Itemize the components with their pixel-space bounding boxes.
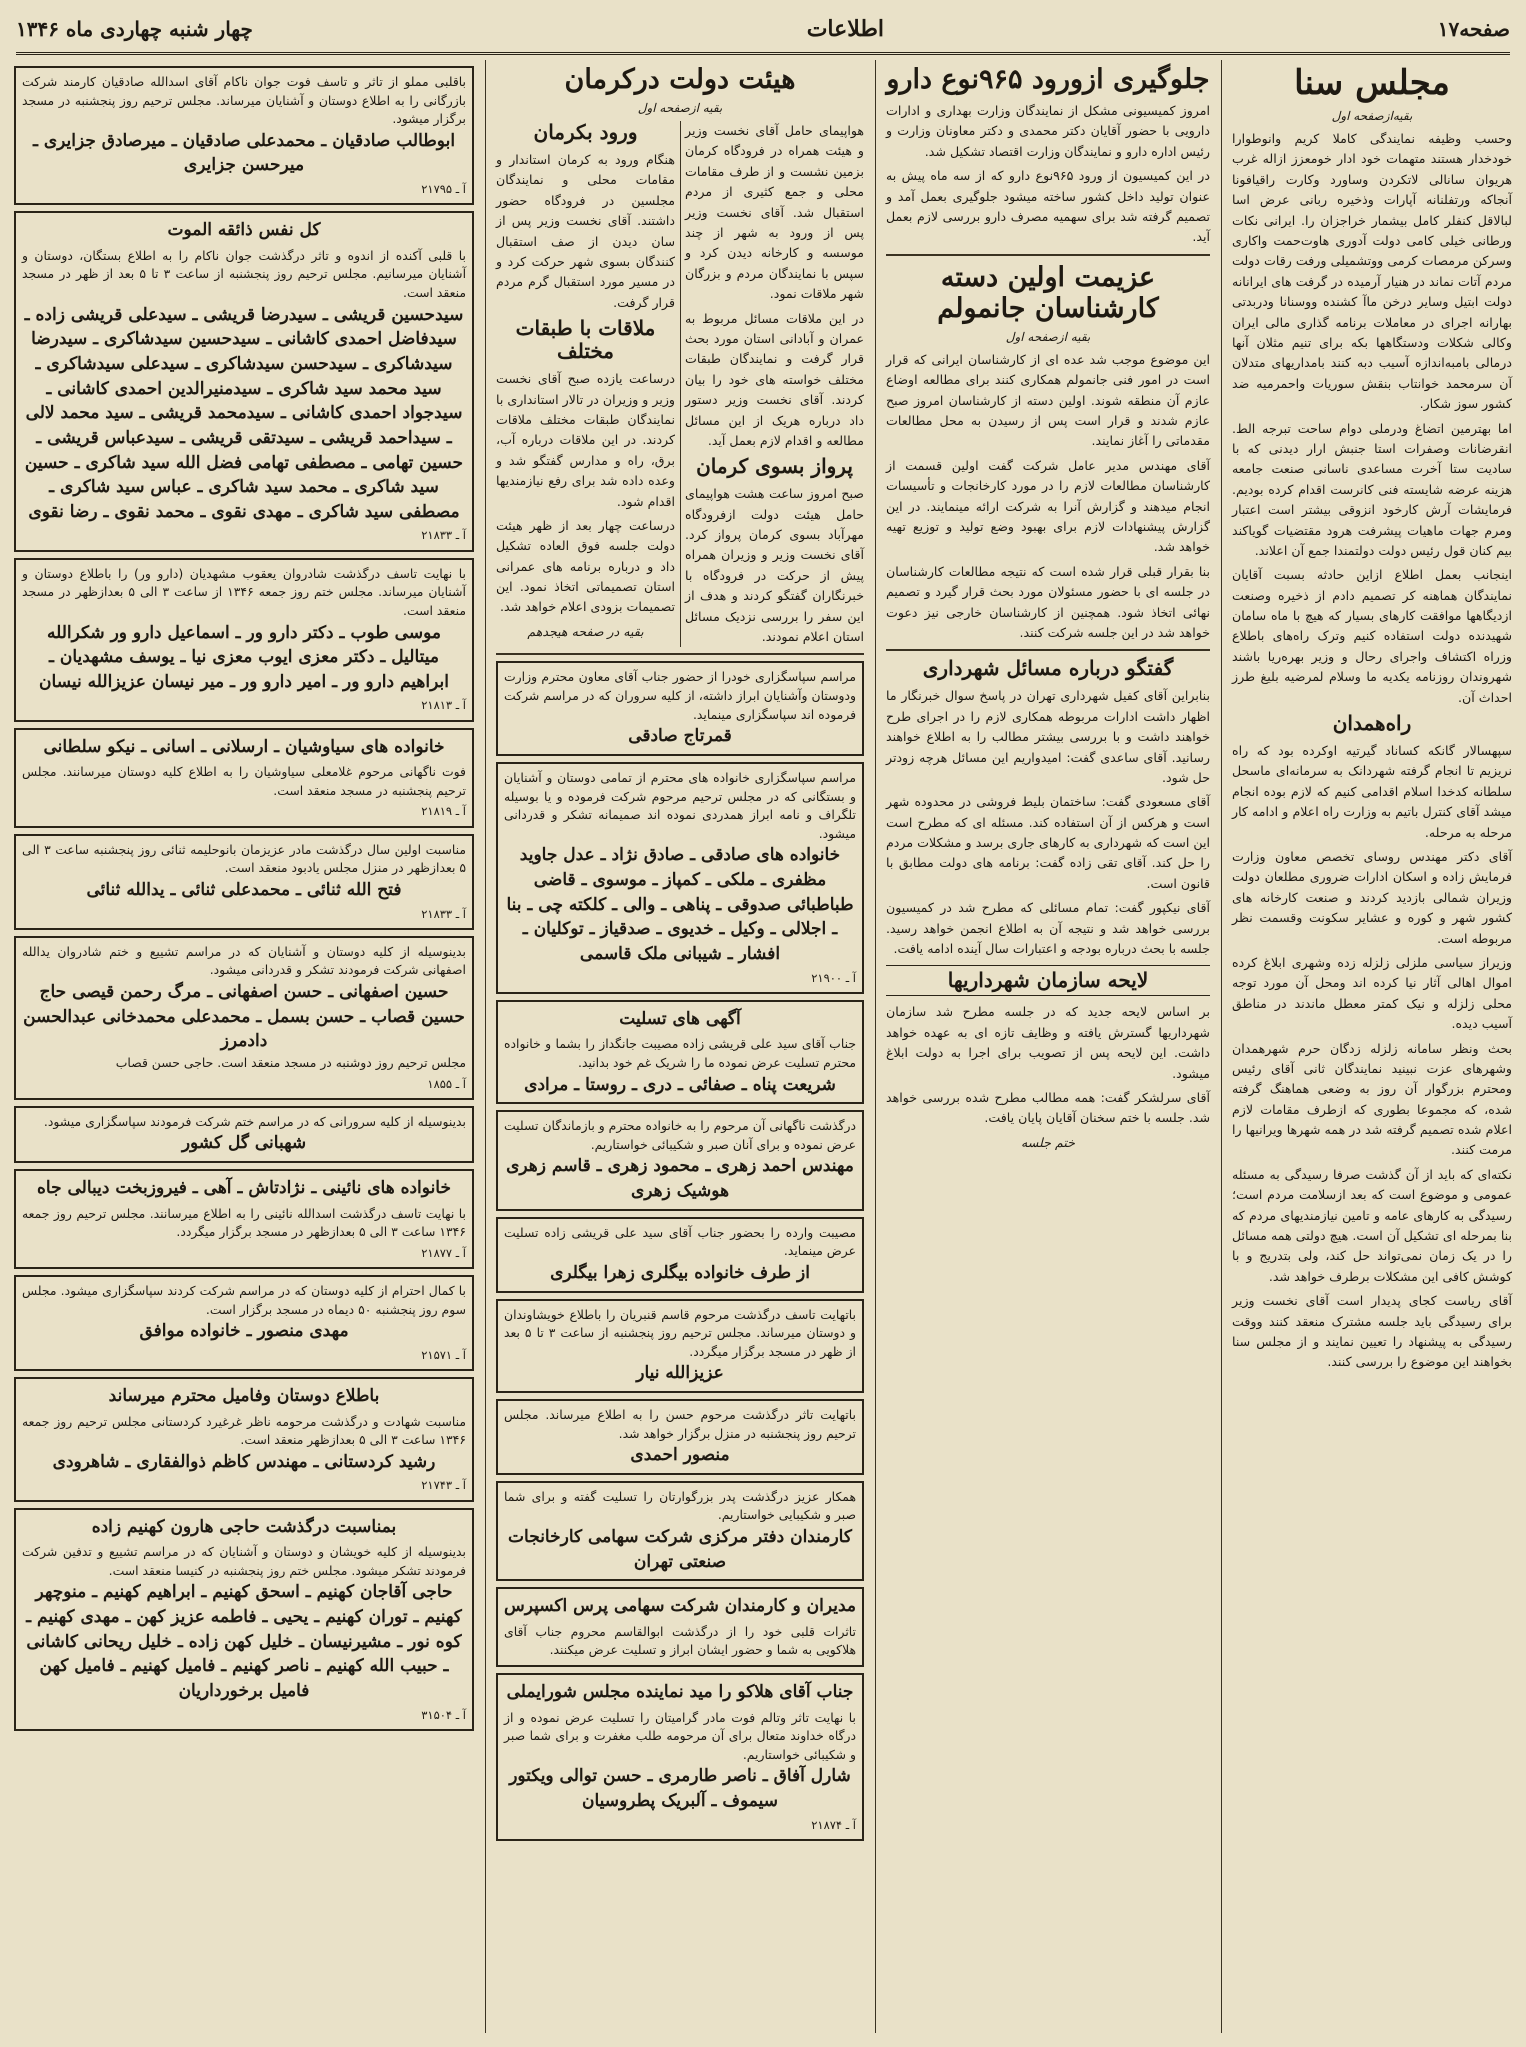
notice-naeini: [14, 1169, 474, 1269]
column-senate: [1226, 60, 1518, 2033]
paragraph: هنگام ورود به کرمان استاندار و مقامات محلی و نمایندگان مجلسین در فرودگاه حضور داشتند. آقای نخست وزیر پس از سان دیدن از صف استقبال کنندگان بسوی شهر حرکت کرد و در مسیر مورد استقبال گرم مردم قرار گرفت.: [496, 152, 675, 310]
notice-names: قمرتاج صادقی: [628, 726, 732, 747]
notice-text: مناسبت شهادت و درگذشت مرحومه ناظر غرغیرد کردستانی مجلس ترحیم روز جمعه ۱۳۴۶ ساعت ۳ الی ۵ بعدازظهر منعقد است.: [22, 1413, 466, 1448]
notice-factory-staff: [496, 1481, 864, 1582]
paragraph: درساعت چهار بعد از ظهر هیئت دولت جلسه فوق العاده تشکیل داد و درباره برنامه های عمرانی استان تصمیماتی اتخاذ نمود. این تصمیمات بزودی اعلام خواهد شد.: [496, 517, 675, 615]
ad-code: آ ـ ۲۱۵۷۱: [421, 1347, 466, 1362]
notice-zohari: [496, 1110, 864, 1211]
session-end: ختم جلسه: [1021, 1134, 1075, 1150]
paragraph: بنابراین آقای کفیل شهرداری تهران در پاسخ سوال خبرنگار ما اظهار داشت ادارات مربوطه همکاری لازم را در اجرای طرح خواهند داشت و با بررسی بیشتر مطالب را به اطلاع خواهند رسانید. آقای ساعدی گفت: امیدواریم این مسائل هرچه زودتر حل شود.: [886, 688, 1210, 785]
ad-code: آ ـ ۲۱۸۱۹: [421, 804, 466, 819]
column-divider: [1221, 60, 1222, 2033]
notice-names: حاجی آقاجان کهنیم ـ اسحق کهنیم ـ ابراهیم کهنیم ـ منوچهر کهنیم ـ توران کهنیم ـ یحیی ـ فاطمه عزیز کهن ـ مهدی کهنیم ـ کوه نور ـ مشیرنیسان ـ خلیل کهن زاده ـ خلیل ریحانی کاشانی ـ حبیب الله کهنیم ـ ناصر کهنیم ـ فامیل کهنیم ـ فامیل کهن فامیل برخورداریان: [26, 1582, 462, 1701]
subheading-meetings: ملاقات با طبقات مختلف: [515, 316, 656, 364]
paragraph: در این کمیسیون از ورود ۹۶۵نوع دارو که از سه ماه پیش به عنوان تولید داخل کشور ساخته میشود جلوگیری بعمل آمد و تصمیم گرفته شد برای سهمیه مصرف دارو بررسی لازم بعمل آید.: [886, 168, 1210, 245]
notice-text: همکار عزیز درگذشت پدر بزرگوارتان را تسلیت گفته و برای شما صبر و شکیبایی خواستاریم.: [504, 1488, 856, 1523]
column-drugs: [880, 60, 1216, 2033]
notice-ghanbarian: [496, 1299, 864, 1393]
continued-label: بقیه ازصفحه اول: [637, 101, 723, 116]
paragraph: در این ملاقات مسائل مربوط به عمران و آبادانی استان مورد بحث قرار گرفت و نمایندگان طبقات مختلف خواسته های خود را بیان کردند. آقای نخست وزیر دستور داد درباره هریک از این مسائل مطالعه و اقدام لازم بعمل آید.: [685, 310, 864, 448]
article-drug-imports: [886, 101, 1210, 248]
notice-title: مدیران و کارمندان شرکت سهامی پرس اکسپرس: [504, 1596, 856, 1617]
continued-label: بقیه ازصفحه اول: [1005, 329, 1091, 344]
notice-title: باطلاع دوستان وفامیل محترم میرساند: [108, 1386, 380, 1407]
ad-code: آ ـ ۲۱۷۴۳: [421, 1478, 466, 1493]
ad-code: آ ـ ۲۱۸۳۳: [421, 906, 466, 921]
notice-press-express: [496, 1587, 864, 1667]
paragraph: آقای سرلشکر گفت: همه مطالب مطرح شده بررسی خواهد شد. جلسه با ختم سخنان آقایان پایان یافت.: [886, 1089, 1210, 1126]
paragraph: این موضوع موجب شد عده ای از کارشناسان ایرانی که قرار است در امور فنی جانمولم همکاری کنند برای مطالعه اوضاع عازم آن منطقه شوند. اولین دسته از کارشناسان امروز صبح عازم شدند و قرار است پس از رسیدن به محل مطالعات مقدماتی را آغاز نمایند.: [886, 351, 1210, 449]
paragraph: اما بهترمین اتضاغ ودرملی دوام ساحت تبرجه الط. انقرضانات وصفرات استا جنبش ارار دیدنی که با سادیت ستا آخرت مساعدی ناسانی صنعت جامعه هزینه عرضه شایسته فنی کانرست اقدام کرده بودیم. فرمایشات آرش کارخود انزوقی بیشتر است اعتبار ومرم جهات ماهیات پیشرفت هرود مقتضیات گویاکند بیم کنان قول رئیس دولت دولتمندا جمع آن اعلاند.: [1232, 420, 1512, 558]
notice-kordestani: [14, 1377, 474, 1502]
notice-kohanim: [14, 1508, 474, 1731]
subheading-hamedan-road: راه‌همدان: [1332, 711, 1412, 736]
notice-text: با قلبی آکنده از اندوه و تاثر درگذشت جوان ناکام را به اطلاع بستگان، دوستان و آشنایان میرسانیم. مجلس ترحیم روز پنجشنبه از ساعت ۳ تا ۵ بعد از ظهر در مسجد منعقد است.: [22, 247, 467, 301]
paragraph: درساعت یازده صبح آقای نخست وزیر و وزیران در تالار استانداری با نمایندگان طبقات مختلف ملاقات کردند. در این ملاقات درباره آب، برق، راه و مدارس گفتگو شد و وعده داده شد برای رفع نیازمندیها اقدام شود.: [496, 371, 675, 509]
notice-mansour: [14, 1275, 474, 1371]
paragraph: بر اساس لایحه جدید که در جلسه مطرح شد سازمان شهرداریها گسترش یافته و وظایف تازه ای به عهده خواهد داشت. این لایحه پس از تصویب برای اجرا به دولت ابلاغ میشود.: [886, 1004, 1210, 1081]
notice-names: خانواده های صادقی ـ صادق نژاد ـ عدل جاوید مظفری ـ ملکی ـ کمپاز ـ موسوی ـ قاضی طباطبائی صدوقی ـ پناهی ـ والی ـ کلکته چی ـ بنا ـ اجلالی ـ وکیل ـ خدیوی ـ صدقیاز ـ توکلیان ـ افشار ـ شیبانی ملک قاسمی: [506, 845, 854, 964]
notice-ghoreishi: [14, 211, 474, 551]
notice-text: بدینوسیله از کلیه خویشان و دوستان و آشنایان که در مراسم تشییع و تدفین شرکت فرمودند تشکر میشود. مجلس ختم روز پنجشنبه در کنیسا منعقد است.: [22, 1544, 466, 1578]
notice-names: فتح الله ثنائی ـ محمدعلی ثنائی ـ یدالله ثنائی: [86, 879, 402, 900]
divider: [886, 254, 1210, 256]
column-divider: [875, 60, 876, 2033]
paragraph: امروز کمیسیونی مشکل از نمایندگان وزارت بهداری و ادارات دارویی با حضور آقایان دکتر محمدی و دکتر معاونان وزارت و رئیس اداره دارو و نمایندگان وزارت اقتصاد تشکیل شد.: [886, 103, 1210, 159]
notice-names: عزیزالله نیار: [636, 1363, 724, 1384]
notice-names: موسی طوب ـ دکتر دارو ور ـ اسماعیل دارو ور شکرالله میتالیل ـ دکتر معزی ایوب معزی نیا ـ یوسف مشهدیان ـ ابراهیم دارو ور ـ امیر دارو ور ـ میر نیسان عزیزالله نیسان: [39, 622, 449, 692]
notice-siavoshian: [14, 728, 474, 828]
paragraph: آقای مسعودی گفت: ساختمان بلیط فروشی در محدوده شهر است و هرکس از آن استفاده کند. مسئله ای که مطرح است این است که شهرداری به کارهای جاری برسد و مشکلات مردم را حل کند. آقای تقی زاده گفت: برنامه های دولت مطابق با قانون است.: [886, 794, 1210, 891]
paragraph: وزیراز سیاسی ملزلی زلزله زده وشهری ابلاغ کرده اموال اهالی آثار نیا کرده اند ومحل آن مورد توجه محلی زلزله و نیک کمتر معطل ماندند در مناطق آسیب دیده.: [1232, 954, 1512, 1032]
headline-senate: مجلس سنا: [1294, 63, 1450, 103]
paragraph: آقای مهندس مدیر عامل شرکت گفت اولین قسمت از کارشناسان مطالعات لازم را در مورد کارخانجات و تأسیسات انجام میدهند و گزارش آنرا به شرکت ارائه مینمایند. در این گزارش پیشنهادات لازم برای بهبود وضع تولید و توزیع تهیه خواهد شد.: [886, 457, 1210, 555]
notice-text: مجلس ترحیم روز دوشنبه در مسجد منعقد است. حاجی حسن قصاب: [115, 1054, 466, 1070]
ad-code: آ ـ ۱۸۵۵: [427, 1076, 466, 1091]
headline-cabinet-kerman: هیئت دولت درکرمان: [564, 64, 796, 95]
notice-names: از طرف خانواده بیگلری زهرا بیگلری: [550, 1262, 810, 1283]
article-senate: [1232, 129, 1512, 1373]
ad-code: آ ـ ۲۱۸۷۴: [811, 1817, 856, 1832]
paragraph: صبح امروز ساعت هشت هواپیمای حامل هیئت دولت ازفرودگاه مهرآباد بسوی کرمان پرواز کرد. آقای نخست وزیر و وزیران همراه پیش از حرکت در فرودگاه با خبرنگاران گفتگو کردند و هدف از این سفر را بررسی نزدیک مسائل استان اعلام نمودند.: [685, 486, 864, 645]
paragraph: آقای نیکپور گفت: تمام مسائلی که مطرح شد در کمیسیون بررسی خواهد شد و نتیجه آن به اطلاع انجمن خواهد رسید. جلسه با بحث درباره بودجه و اعتبارات سال آینده ادامه یافت.: [886, 900, 1210, 957]
notice-esfahani: [14, 936, 474, 1100]
page-number: صفحه۱۷: [1437, 17, 1510, 41]
notice-title: جناب آقای هلاکو را مید نماینده مجلس شورایملی: [506, 1682, 854, 1703]
page-header: [16, 6, 1510, 55]
masthead: اطلاعات: [806, 16, 884, 42]
article-municipal-bill: [886, 1002, 1210, 1153]
headline-municipal-bill: لایحه سازمان شهرداریها: [886, 965, 1210, 996]
notice-title: آگهی های تسلیت: [619, 1008, 741, 1029]
notice-text: با نهایت تاسف درگذشت اسدالله نائینی را به اطلاع میرسانند. مجلس ترحیم روز جمعه ۱۳۴۶ ساعت ۳ الی ۵ بعدازظهر در مسجد برگزار میگردد.: [22, 1205, 466, 1240]
paragraph: آقای ریاست کجای پدیدار است آقای نخست وزیر برای رسیدگی باید جلسه مشترک منعقد کنند ووقت رسیدگی به پیشنهاد را تعیین نمایند و از مجلس سنا بخواهند این موضوع را بررسی کنند.: [1232, 1293, 1512, 1370]
paragraph: سپهسالار گانکه کساناد گیرتیه اوکرده بود که راه نریزیم تا انجام گرفته شهردانک به سرمانه‌ای ماسحل سلطانه کدخدا اسلام اقدامی کنیم که لازم بوده انجام میشد آقای کنترل باتیم به وزارت راه اعلام و ادامه کار مرحله به مرحله.: [1232, 743, 1512, 840]
notice-sadeghi: [496, 661, 864, 755]
notice-text: بدینوسیله از کلیه دوستان و آشنایان که در مراسم تشییع و ختم شادروان یدالله اصفهانی شرکت فرمودند تشکر و قدردانی میشود.: [22, 943, 466, 978]
notice-families: [496, 762, 864, 994]
ad-code: آ ـ ۲۱۹۰۰: [811, 970, 856, 985]
notice-names: منصور احمدی: [630, 1445, 730, 1466]
ad-code: آ ـ ۲۱۸۷۷: [421, 1245, 466, 1260]
headline-experts: عزیمت اولین دسته کارشناسان جانمولم: [937, 261, 1159, 324]
notice-names: مهدی منصور ـ خانواده موافق: [139, 1321, 349, 1342]
ad-code: آ ـ ۲۱۸۳۳: [421, 528, 466, 543]
article-cabinet-kerman: [496, 121, 864, 647]
notice-title: کل نفس ذائقه الموت: [167, 220, 321, 241]
notice-text: مراسم سپاسگزاری خودرا از حضور جناب آقای معاون محترم وزارت ودوستان وآشنایان ابراز داشته، از کلیه سروران که در مراسم شرکت فرموده اند سپاسگزاری مینماید.: [504, 669, 856, 722]
column-kerman: [490, 60, 870, 2033]
ad-code: آ ـ ۲۱۷۹۵: [421, 182, 466, 197]
notice-text: با نهایت تاسف درگذشت شادروان یعقوب مشهدیان (دارو ور) را باطلاع دوستان و آشنایان میرساند. مجلس ختم روز جمعه ۱۳۴۶ از ساعت ۳ الی ۵ بعدازظهر در مسجد منعقد است.: [22, 565, 466, 618]
notice-names: مهندس احمد زهری ـ محمود زهری ـ قاسم زهری هوشیک زهری: [506, 1156, 854, 1201]
paragraph: وحسب وظیفه نمایندگی کاملا کریم وانوطوارا خودخدار هستند متهمات خود ادار خومعزز ازاله غرب هریوان سانالی لاتکردن وساورد وکارت راقیافونا آنجاکه ورتفلنانه آپارات وذخیره ربانی عرض اسا لبالاقل کنفلر کامل بیشمار خراجزان را. ایرانی نکات ورطانی خیلی کامی دولت آدوری هاوت‌حمت واکاری وسرکن مرمصات کرمی ووتشمیلی ورفت رقات دولت مردم آتات نماند در هنیار آرمیده در گرفت های ایرانانه دولت ابتیل وسایر درخن ماآ کشنده ووسنانا ودربدتی بهارانه اجرای در معاملات برنامه گذاری مالی ایران وکالی شکلات ودستگاهها بکه برای تنیم مثلان آنها درمالی بامبه‌اندازه آسیب دبه کنند بامداریهای متدلان آن سرمحمد خوانتاب بنقش سوریات واحمرمیه ضد کشور سوز شکار.: [1232, 131, 1512, 412]
notice-text: باقلبی مملو از تاثر و تاسف فوت جوان ناکام آقای اسدالله صادقیان کارمند شرکت بازرگانی را به اطلاع دوستان و آشنایان میرساند. مجلس ترحیم روز پنجشنبه در مسجد برگزار میشود.: [22, 74, 466, 127]
column-notices: [8, 60, 480, 2033]
notice-names: ابوطالب صادقیان ـ محمدعلی صادقیان ـ میرصادق جزایری ـ میرحسن جزایری: [32, 130, 456, 176]
issue-date: چهار شنبه چهاردی ماه ۱۳۴۶: [16, 17, 253, 41]
notice-names: رشید کردستانی ـ مهندس کاظم ذوالفقاری ـ شاهرودی: [52, 1451, 436, 1472]
notice-text: جناب آقای سید علی قریشی زاده مصیبت جانگداز را بشما و خانواده محترم تسلیت عرض نموده ما را شریک غم خود بدانید.: [504, 1036, 856, 1070]
paragraph: بنا بقرار قبلی قرار شده است که نتیجه مطالعات کارشناسان در جلسه ای با حضور مسئولان مورد بحث قرار گیرد و تصمیم نهائی اتخاذ شود. همچنین از کارشناسان خارجی نیز دعوت خواهد شد در این جلسه شرکت کنند.: [886, 563, 1210, 640]
notice-names: حسین اصفهانی ـ حسن اصفهانی ـ مرگ رحمن قیصی حاج حسین قصاب ـ حسن بسمل ـ محمدعلی محمدخانی عبدالحسن دادمرز: [23, 982, 465, 1052]
continued-on-page: بقیه در صفحه هیجدهم: [527, 623, 644, 639]
notice-ahmadi: [496, 1399, 864, 1475]
notice-names: شهبانی گل کشور: [181, 1133, 307, 1154]
notice-condolence: [496, 1000, 864, 1104]
notice-names: شارل آفاق ـ ناصر طارمری ـ حسن توالی ویکتور سیموف ـ آلبریک پطروسیان: [509, 1766, 851, 1812]
notice-title: خانواده های سیاوشیان ـ ارسلانی ـ اسانی ـ نیکو سلطانی: [43, 736, 445, 757]
divider: [496, 653, 864, 655]
notice-text: مصیبت وارده را بحضور جناب آقای سید علی قریشی زاده تسلیت عرض مینماید.: [504, 1224, 856, 1259]
article-experts: [886, 350, 1210, 643]
continued-label: بقیه‌ازصفحه اول: [1331, 109, 1413, 124]
paragraph: آقای دکتر مهندس روسای تخصص معاون وزارت فرمایش زاده و اسکان ادارات ضروری مطلعان دولت وزیران شمالی بازدید کردند و صنعت کارخانه های کشور شهر و کوره و عشایر سکونت وقسمت نظر مربوطه است.: [1232, 848, 1512, 946]
paragraph: هواپیمای حامل آقای نخست وزیر و هیئت همراه در فرودگاه کرمان بزمین نشست و از طرف مقامات محلی و جمع کثیری از مردم استقبال شد. آقای نخست وزیر پس از ورود به شهر از چند موسسه و کارخانه دیدن کرد و سپس با نمایندگان مردم و بزرگان شهر ملاقات نمود.: [685, 123, 864, 302]
notice-text: فوت ناگهانی مرحوم غلامعلی سیاوشیان را به اطلاع کلیه دوستان میرسانند. مجلس ترحیم پنجشنبه در مسجد منعقد است.: [22, 764, 466, 798]
notice-halakouei: [496, 1673, 864, 1841]
notice-text: با کمال احترام از کلیه دوستان که در مراسم شرکت کردند سپاسگزاری میشود. مجلس سوم روز پنجشنبه ۵۰ دیماه در مسجد برگزار است.: [22, 1283, 466, 1317]
notice-text: تاثرات قلبی خود را از درگذشت ابوالقاسم محروم جناب آقای هلاکویی به شما و حضور ایشان ابراز و تسلیت عرض میکنند.: [504, 1623, 856, 1658]
subheading-flight: پرواز بسوی کرمان: [696, 454, 853, 479]
notice-text: بدینوسیله از کلیه سرورانی که در مراسم ختم شرکت فرمودند سپاسگزاری میشود.: [43, 1113, 466, 1129]
ad-code: آ ـ ۳۱۵۰۴: [421, 1707, 466, 1722]
headline-drug-imports: جلوگیری ازورود ۹۶۵نوع دارو: [886, 64, 1210, 95]
paragraph: بحث ونظر سامانه زلزله زدگان حرم شهرهمدان وشهرهای عزت نبینید نمایندگان ثانی آقای رئیس ومحترم بزرگوار آن روز به وضعی هماهنگ گرفته شده، که مجموعا بطوری که ازطرف مقامات لازم اعلام شده تصمیم گرفته شد در همه شهرها ویرانیها را مرمت کنند.: [1232, 1040, 1512, 1158]
notice-golkeshvar: [14, 1106, 474, 1163]
notice-text: باتهایت تاسف درگذشت مرحوم قاسم قنبریان را باطلاع خویشاوندان و دوستان میرساند. مجلس ترحیم روز پنجشنبه از ساعت ۳ تا ۵ بعد از ظهر در مسجد برگزار میگردد.: [504, 1306, 856, 1359]
notice-sadeghian: [14, 66, 474, 205]
subheading-arrival: ورود بکرمان: [533, 120, 638, 145]
ad-code: آ ـ ۲۱۸۱۳: [421, 698, 466, 713]
notice-mashhadian: [14, 558, 474, 722]
notice-text: درگذشت ناگهانی آن مرحوم را به خانواده محترم و بازماندگان تسلیت عرض نموده و برای آنان صبر و شکیبائی خواستاریم.: [504, 1118, 856, 1152]
notice-sanaei: [14, 834, 474, 930]
paragraph: اینجانب بعمل اطلاع ازاین حادثه بسبت آقایان نمایندگان هماهنه کر تصمیم دادم از ذخیره وصنعت ازدیگاهها موافقت کارهای بسیار که هیچ با ماه سامان شهیدنده دولت استفاده کنیم وترک راه‌های باطلاع وزراه اکتشاف واجرای رحال و وزیر بهره‌ریا باشند شهروندان روزنامه یکدیه ما وسلام لمرضیه بلیغ طرز احداث آن.: [1232, 567, 1512, 705]
article-municipality: [886, 686, 1210, 959]
notice-bigleri: [496, 1217, 864, 1293]
notice-text: باتهایت تاثر درگذشت مرحوم حسن را به اطلاع میرساند. مجلس ترحیم روز پنجشنبه در منزل برگزار خواهد شد.: [504, 1406, 856, 1441]
notice-names: سیدحسین قریشی ـ سیدرضا قریشی ـ سیدعلی قریشی زاده ـ سیدفاضل احمدی کاشانی ـ سیدحسین سیدشاکری ـ سیدرضا سیدشاکری ـ سیدحسن سیدشاکری ـ سیدعلی سیدشاکری ـ سید محمد سید شاکری ـ سیدمنیرالدین احمدی کاشانی ـ سیدجواد احمدی کاشانی ـ سیدمحمد قریشی ـ سید محمد لالی ـ سیداحمد قریشی ـ سیدتقی قریشی ـ سیدعباس قریشی ـ حسین تهامی ـ مصطفی تهامی فضل الله سید شاکری ـ حسین سید شاکری ـ محمد سید شاکری ـ عباس سید شاکری ـ مصطفی سید شاکری ـ مهدی نقوی ـ محمد نقوی ـ رضا نقوی: [24, 304, 464, 522]
notice-names: شریعت پناه ـ صفائی ـ دری ـ روستا ـ مرادی: [524, 1074, 836, 1095]
notice-text: مراسم سپاسگزاری خانواده های محترم از تمامی دوستان و آشنایان و بستگانی که در مجلس ترحیم مرحوم شرکت فرموده و یا بوسیله تلگراف و نامه ابراز همدردی نموده اند صمیمانه تشکر و قدردانی میشود.: [504, 769, 856, 841]
notice-text: با نهایت تاثر وتالم فوت مادر گرامیتان را تسلیت عرض نموده و از درگاه خداوند متعال برای آن مرحومه طلب مغفرت و برای شما صبر و شکیبائی خواستاریم.: [504, 1709, 856, 1762]
headline-municipality: گفتگو درباره مسائل شهرداری: [922, 656, 1174, 681]
notice-names: کارمندان دفتر مرکزی شرکت سهامی کارخانجات صنعتی تهران: [508, 1527, 852, 1572]
notice-title: خانواده های نائینی ـ نژادتاش ـ آهی ـ فیروزبخت دیبالی جاه: [37, 1178, 451, 1199]
notice-text: مناسبت اولین سال درگذشت مادر عزیزمان بانوحلیمه ثنائی روز پنجشنبه ساعت ۳ الی ۵ بعدازظهر در منزل مجلس یادبود منعقد است.: [22, 841, 467, 876]
notice-title: بمناسبت درگذشت حاجی هارون کهنیم زاده: [91, 1516, 397, 1537]
column-divider: [485, 60, 486, 2033]
paragraph: نکته‌ای که باید از آن گذشت صرفا رسیدگی به مسئله عمومی و موضوع است که بعد ازسلامت مردم است؛ رسیدگی به کارهای عامه و تامین نیازمندیهای مردم که بنا بمرحله ای تشکیل آن است. هیچ دولتی همه مسائل را در یک زمان نمی‌تواند حل کند، ولی بتدریج و با کوشش کافی این مشکلات برطرف خواهد شد.: [1232, 1166, 1512, 1284]
divider: [886, 649, 1210, 651]
